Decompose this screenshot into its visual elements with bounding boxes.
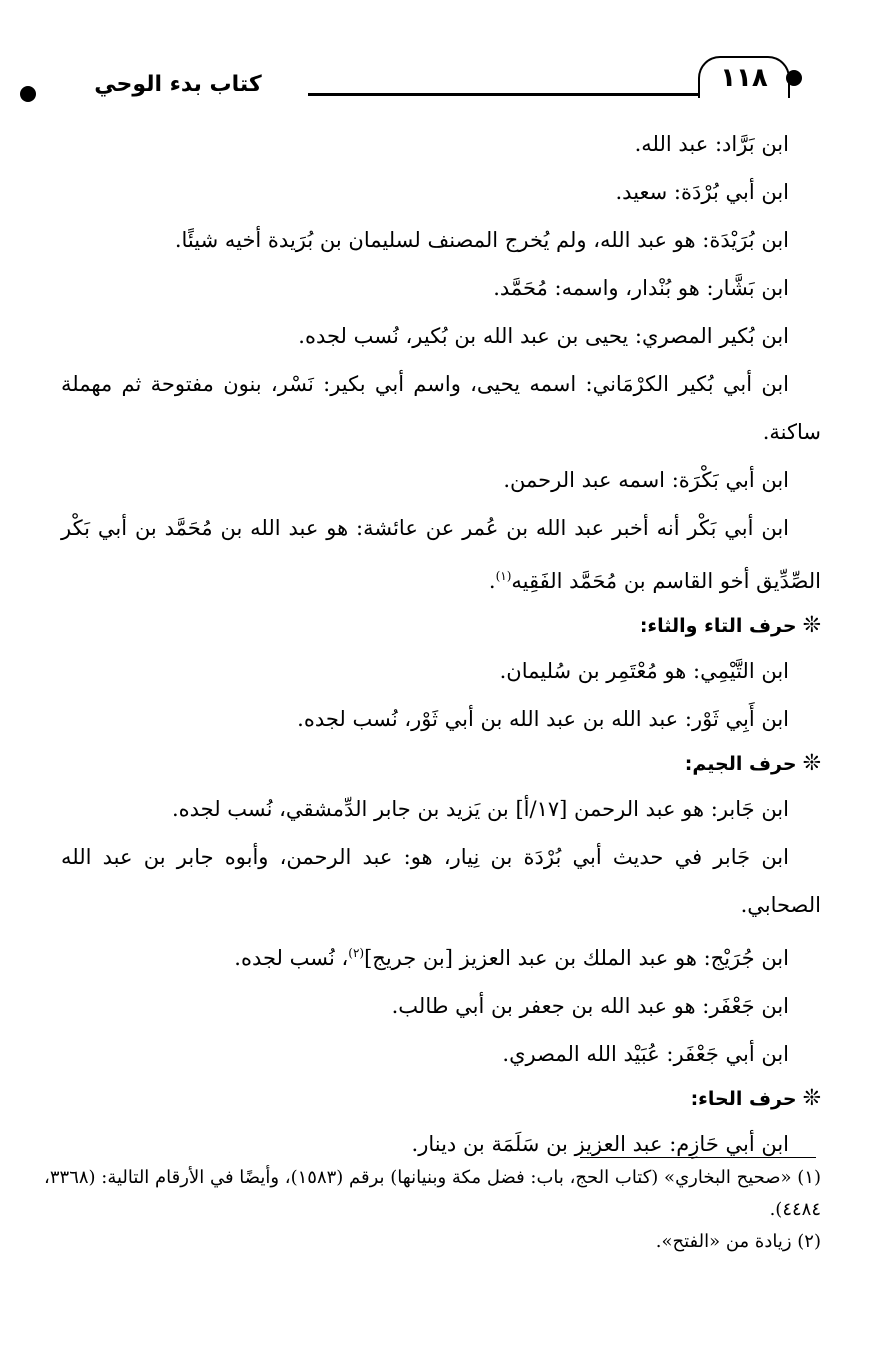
entry-line: [61, 833, 821, 929]
entry-text: ابن جَعْفَر: هو عبد الله بن جعفر بن أبي طالب.: [391, 994, 789, 1018]
entry-line: [61, 695, 821, 743]
entry-line: [61, 168, 821, 216]
page-body: [61, 120, 821, 1168]
entry-text: ابن جَابر: هو عبد الرحمن [١٧/أ] بن يَزيد بن جابر الدِّمشقي، نُسب لجده.: [171, 797, 789, 821]
entry-text: ابن جُرَيْج: هو عبد الملك بن عبد العزيز [بن جريج]: [364, 946, 789, 970]
entry-line: [61, 647, 821, 695]
section-heading: [61, 1078, 821, 1120]
entry-line: [61, 785, 821, 833]
footnote: (٢) زيادة من «الفتح».: [655, 1231, 821, 1252]
entry-line: [61, 120, 821, 168]
entry-text: ابن أبي حَازِم: عبد العزيز بن سَلَمَة بن دينار.: [411, 1132, 789, 1156]
entry-line: [61, 1030, 821, 1078]
entry-line: [61, 982, 821, 1030]
section-heading: [61, 605, 821, 647]
entry-text: ابن أبي جَعْفَر: عُبَيْد الله المصري.: [502, 1042, 789, 1066]
entry-text-end: .: [488, 569, 496, 593]
entry-text: ابن أبي بُرْدَة: سعيد.: [615, 180, 789, 204]
entry-text: ابن بُرَيْدَة: هو عبد الله، ولم يُخرج المصنف لسليمان بن بُرَيدة أخيه شيئًا.: [174, 228, 789, 252]
entry-line: [61, 360, 821, 456]
asterism-icon: ❊: [802, 1086, 821, 1111]
entry-line: [61, 1120, 821, 1168]
section-heading: [61, 743, 821, 785]
entry-text: ابن بَشَّار: هو بُنْدار، واسمه: مُحَمَّد.: [493, 276, 789, 300]
footnote-marker: (٢): [348, 946, 365, 960]
entry-line: [61, 264, 821, 312]
entry-line: [61, 456, 821, 504]
entry-text: ابن جَابر في حديث أبي بُرْدَة بن نِيار، هو: عبد الرحمن، وأبوه جابر بن عبد الله الصحابي.: [61, 845, 821, 917]
entry-line: [61, 312, 821, 360]
entry-text: ابن بُكير المصري: يحيى بن عبد الله بن بُكير، نُسب لجده.: [298, 324, 789, 348]
entry-line: [61, 929, 821, 982]
entry-text: ابن أبي بُكير الكرْمَاني: اسمه يحيى، واسم أبي بكير: نَسْر، بنون مفتوحة ثم مهملة ساكنة.: [61, 372, 821, 444]
page-number: ١١٨: [698, 56, 790, 98]
entry-text: ابن أَبِي ثَوْر: عبد الله بن عبد الله بن أبي ثَوْر، نُسب لجده.: [297, 707, 789, 731]
entry-text-end: ، نُسب لجده.: [234, 946, 349, 970]
header-left-dot: [20, 86, 36, 102]
book-title: كتاب بدء الوحي: [94, 72, 262, 97]
asterism-icon: ❊: [802, 751, 821, 776]
entry-text: ابن أبي بَكْر أنه أخبر عبد الله بن عُمر عن عائشة: هو عبد الله بن مُحَمَّد بن أبي بَكْر الصِّدِّيق أخو القاسم بن مُحَمَّد الفَقِيه: [61, 516, 821, 593]
entry-text: ابن أبي بَكْرَة: اسمه عبد الرحمن.: [503, 468, 789, 492]
asterism-icon: ❊: [802, 613, 821, 638]
footnote: (١) «صحيح البخاري» (كتاب الحج، باب: فضل مكة وبنيانها) برقم (١٥٨٣)، وأيضًا في الأرقام التالية: (٣٣٦٨، ٤٤٨٤).: [44, 1167, 821, 1220]
entry-line: [61, 216, 821, 264]
section-heading-text: حرف الجيم:: [684, 753, 797, 775]
footnotes: [41, 1162, 821, 1258]
entry-line: [61, 504, 821, 605]
footnote-divider: [580, 1157, 816, 1158]
entry-text: ابن التَّيْمِي: هو مُعْتَمِر بن سُليمان.: [499, 659, 789, 683]
footnote-marker: (١): [495, 569, 512, 583]
section-heading-text: حرف الحاء:: [690, 1088, 797, 1110]
header-rule: [308, 93, 698, 96]
entry-text: ابن بَرَّاد: عبد الله.: [634, 132, 789, 156]
section-heading-text: حرف التاء والثاء:: [639, 615, 797, 637]
